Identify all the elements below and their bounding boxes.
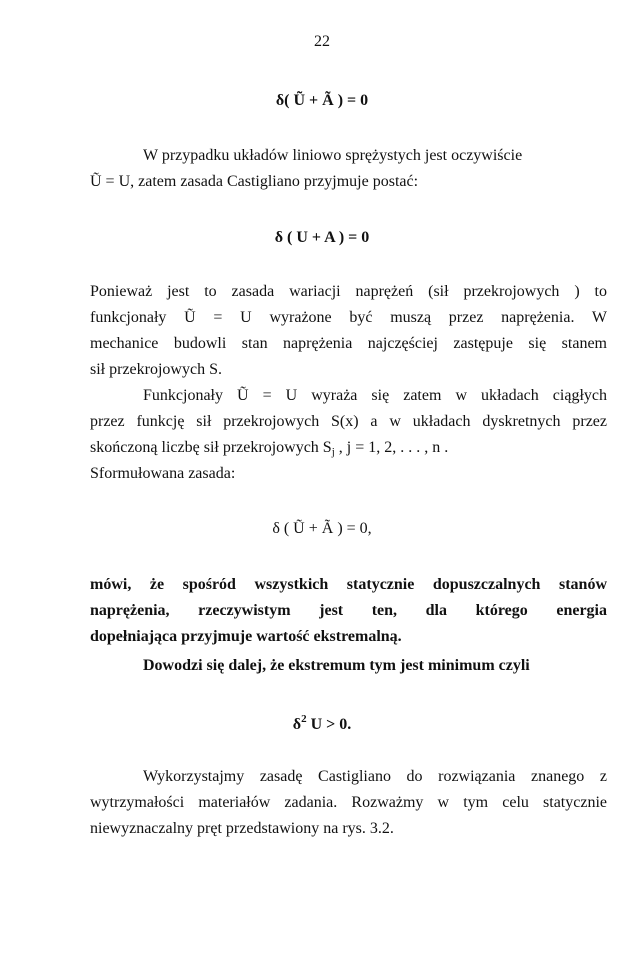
page-number: 22 [314,33,330,50]
para2-line4: sił przekrojowych S. [90,361,222,378]
para5-line1: Wykorzystajmy zasadę Castigliano do rozwiązania znanego z [143,768,607,785]
para3-line3 [90,439,448,458]
para4-line2: naprężenia, rzeczywistym jest ten, dla którego energia [90,602,607,619]
eq4-rest: U > 0. [306,716,352,733]
para1-line2: Ũ = U, zatem zasada Castigliano przyjmuje postać: [90,173,419,190]
para3-line1: Funkcjonały Ũ = U wyraża się zatem w układach ciągłych [143,387,607,404]
para3-line4: Sformułowana zasada: [90,465,236,482]
para4-line4: Dowodzi się dalej, że ekstremum tym jest minimum czyli [143,657,530,674]
para2-line2: funkcjonały Ũ = U wyrażone być muszą przez naprężenia. W [90,309,607,326]
para1-line1: W przypadku układów liniowo sprężystych jest oczywiście [143,147,523,164]
para2-line3: mechanice budowli stan naprężenia najczęściej zastępuje się stanem [90,335,607,352]
equation-2: δ ( U + A ) = 0 [274,229,370,246]
para3-line3-subscript: j [331,446,335,458]
eq4-delta: δ [292,716,302,733]
para2-line1: Ponieważ jest to zasada wariacji naprężeń (sił przekrojowych ) to [90,283,607,300]
para3-line2: przez funkcję sił przekrojowych S(x) a w układach dyskretnych przez [90,413,607,430]
para3-line3-text: skończoną liczbę sił przekrojowych S [90,439,332,456]
para5-line3: niewyznaczalny pręt przedstawiony na rys. 3.2. [90,820,394,837]
equation-1: δ( Ũ + Ã ) = 0 [275,92,369,109]
para3-line3-range: , j = 1, 2, . . . , n . [334,439,449,456]
equation-4 [0,713,644,734]
equation-3: δ ( Ũ + Ã ) = 0, [272,520,372,537]
para4-line3: dopełniająca przyjmuje wartość ekstremalną. [90,628,402,645]
eq4-exponent: 2 [301,713,307,725]
para4-line1: mówi, że spośród wszystkich statycznie dopuszczalnych stanów [90,576,607,593]
para5-line2: wytrzymałości materiałów zadania. Rozważmy w tym celu statycznie [90,794,607,811]
